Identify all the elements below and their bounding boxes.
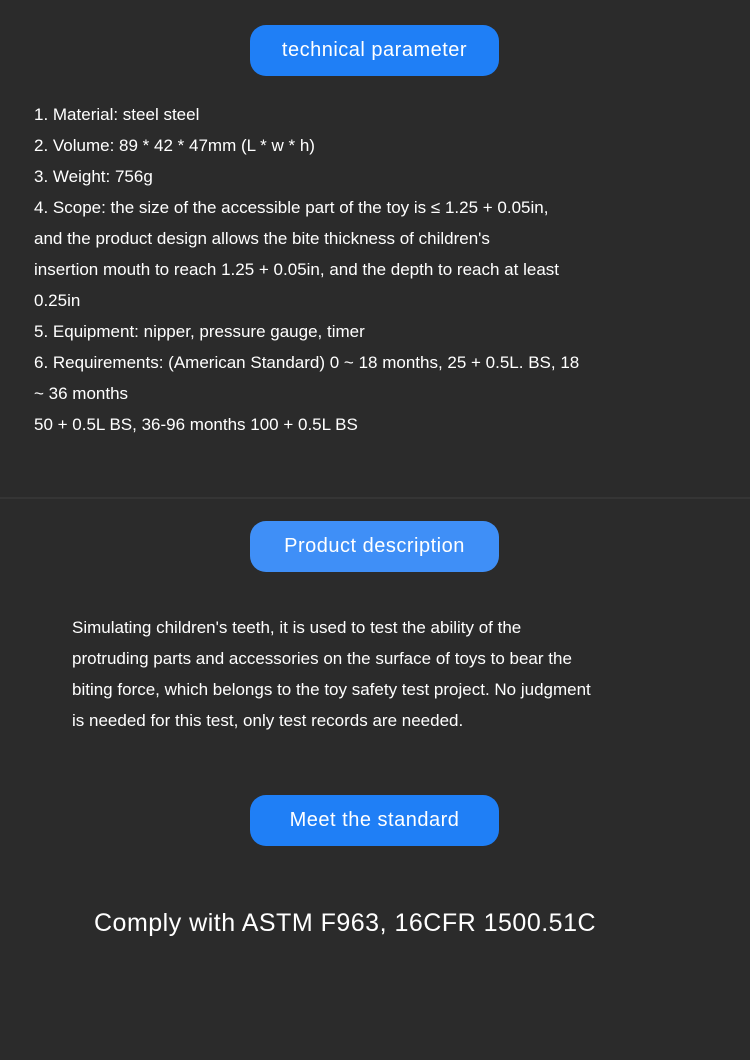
description-line: biting force, which belongs to the toy safety test project. No judgment: [72, 680, 591, 699]
product-description-heading: Product description: [250, 521, 499, 572]
product-description-text: [72, 612, 732, 736]
param-line: insertion mouth to reach 1.25 + 0.05in, and the depth to reach at least: [34, 260, 559, 279]
param-line: 5. Equipment: nipper, pressure gauge, timer: [34, 322, 365, 341]
param-line: ~ 36 months: [34, 384, 129, 403]
section-divider: [0, 497, 750, 499]
description-line: Simulating children's teeth, it is used to test the ability of the: [72, 618, 522, 637]
param-line: 6. Requirements: (American Standard) 0 ~ 18 months, 25 + 0.5L. BS, 18: [34, 353, 580, 372]
description-line: is needed for this test, only test records are needed.: [72, 711, 464, 730]
technical-parameter-list: [34, 99, 579, 440]
technical-parameter-heading: technical parameter: [250, 25, 499, 76]
param-line: 3. Weight: 756g: [34, 167, 153, 186]
param-line: 2. Volume: 89 * 42 * 47mm (L * w * h): [34, 136, 315, 155]
standard-text: Comply with ASTM F963, 16CFR 1500.51C: [94, 909, 597, 937]
param-line: 1. Material: steel steel: [34, 105, 200, 124]
param-line: and the product design allows the bite thickness of children's: [34, 229, 490, 248]
param-line: 4. Scope: the size of the accessible part of the toy is ≤ 1.25 + 0.05in,: [34, 198, 549, 217]
meet-standard-heading: Meet the standard: [250, 795, 499, 846]
description-line: protruding parts and accessories on the surface of toys to bear the: [72, 649, 572, 668]
param-line: 0.25in: [34, 291, 81, 310]
param-line: 50 + 0.5L BS, 36-96 months 100 + 0.5L BS: [34, 415, 358, 434]
